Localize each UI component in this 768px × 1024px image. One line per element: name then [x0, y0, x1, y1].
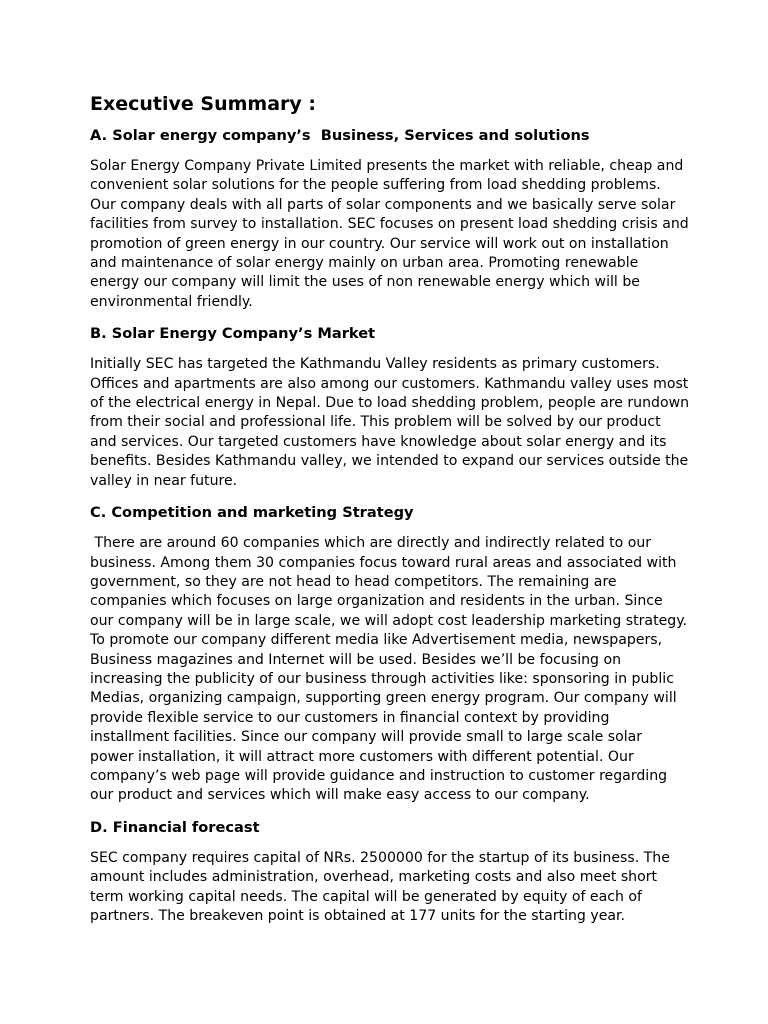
paragraph-line: benefits. Besides Kathmandu valley, we intended to expand our services outside the	[90, 453, 689, 470]
paragraph-line: energy our company will limit the uses of non renewable energy which will be	[90, 274, 640, 291]
paragraph-line: promotion of green energy in our country. Our service will work out on installation	[90, 235, 669, 252]
paragraph-line: of the electrical energy in Nepal. Due to load shedding problem, people are rundown	[90, 395, 690, 412]
paragraph-line: and services. Our targeted customers have knowledge about solar energy and its	[90, 433, 667, 450]
paragraph-line: term working capital needs. The capital will be generated by equity of each of	[90, 888, 642, 905]
paragraph-line: power installation, it will attract more customers with different potential. Our	[90, 748, 634, 765]
paragraph-line: Medias, organizing campaign, supporting green energy program. Our company will	[90, 690, 677, 707]
paragraph-line: environmental friendly.	[90, 293, 253, 310]
paragraph-line: installment facilities. Since our company will provide small to large scale solar	[90, 729, 643, 746]
paragraph-line: To promote our company different media like Advertisement media, newspapers,	[90, 632, 663, 649]
paragraph-line: Offices and apartments are also among our customers. Kathmandu valley uses most	[90, 375, 689, 392]
document-title: Executive Summary :	[90, 93, 316, 115]
paragraph-line: increasing the publicity of our business through activities like: sponsoring in public	[90, 670, 674, 687]
paragraph-line: Business magazines and Internet will be used. Besides we’ll be focusing on	[90, 651, 622, 668]
section-heading-business: A. Solar energy company’s Business, Services and solutions	[90, 127, 590, 144]
paragraph-line: convenient solar solutions for the people suffering from load shedding problems.	[90, 177, 661, 194]
paragraph-line: our product and services which will make easy access to our company.	[90, 787, 590, 804]
paragraph-line: amount includes administration, overhead, marketing costs and also meet short	[90, 869, 658, 886]
section-body-financial	[90, 849, 690, 927]
section-body-market	[90, 355, 690, 491]
paragraph-line: partners. The breakeven point is obtained at 177 units for the starting year.	[90, 908, 625, 924]
section-heading-market: B. Solar Energy Company’s Market	[90, 325, 376, 343]
section-heading-financial: D. Financial forecast	[90, 818, 260, 836]
paragraph-line: Initially SEC has targeted the Kathmandu Valley residents as primary customers.	[90, 356, 660, 373]
paragraph-line: business. Among them 30 companies focus toward rural areas and associated with	[90, 554, 677, 571]
section-body-competition	[90, 534, 690, 806]
paragraph-line: from their social and professional life. This problem will be solved by our product	[90, 414, 661, 431]
paragraph-line: valley in near future.	[90, 472, 238, 489]
document-page	[90, 90, 690, 938]
paragraph-line: facilities from survey to installation. SEC focuses on present load shedding crisis and	[90, 216, 689, 233]
paragraph-line: Our company deals with all parts of solar components and we basically serve solar	[90, 196, 676, 213]
paragraph-line: provide flexible service to our customers in financial context by providing	[90, 709, 610, 726]
paragraph-line: and maintenance of solar energy mainly on urban area. Promoting renewable	[90, 255, 639, 272]
paragraph-line: SEC company requires capital of NRs. 2500000 for the startup of its business. The	[90, 849, 670, 866]
section-body-business	[90, 157, 690, 312]
paragraph-line: our company will be in large scale, we will adopt cost leadership marketing strategy.	[90, 612, 688, 629]
paragraph-line: government, so they are not head to head competitors. The remaining are	[90, 573, 617, 590]
section-heading-competition: C. Competition and marketing Strategy	[90, 504, 414, 522]
paragraph-line: There are around 60 companies which are directly and indirectly related to our	[90, 535, 652, 552]
paragraph-line: Solar Energy Company Private Limited presents the market with reliable, cheap and	[90, 158, 684, 174]
paragraph-line: companies which focuses on large organization and residents in the urban. Since	[90, 593, 663, 610]
paragraph-line: company’s web page will provide guidance and instruction to customer regarding	[90, 767, 668, 784]
